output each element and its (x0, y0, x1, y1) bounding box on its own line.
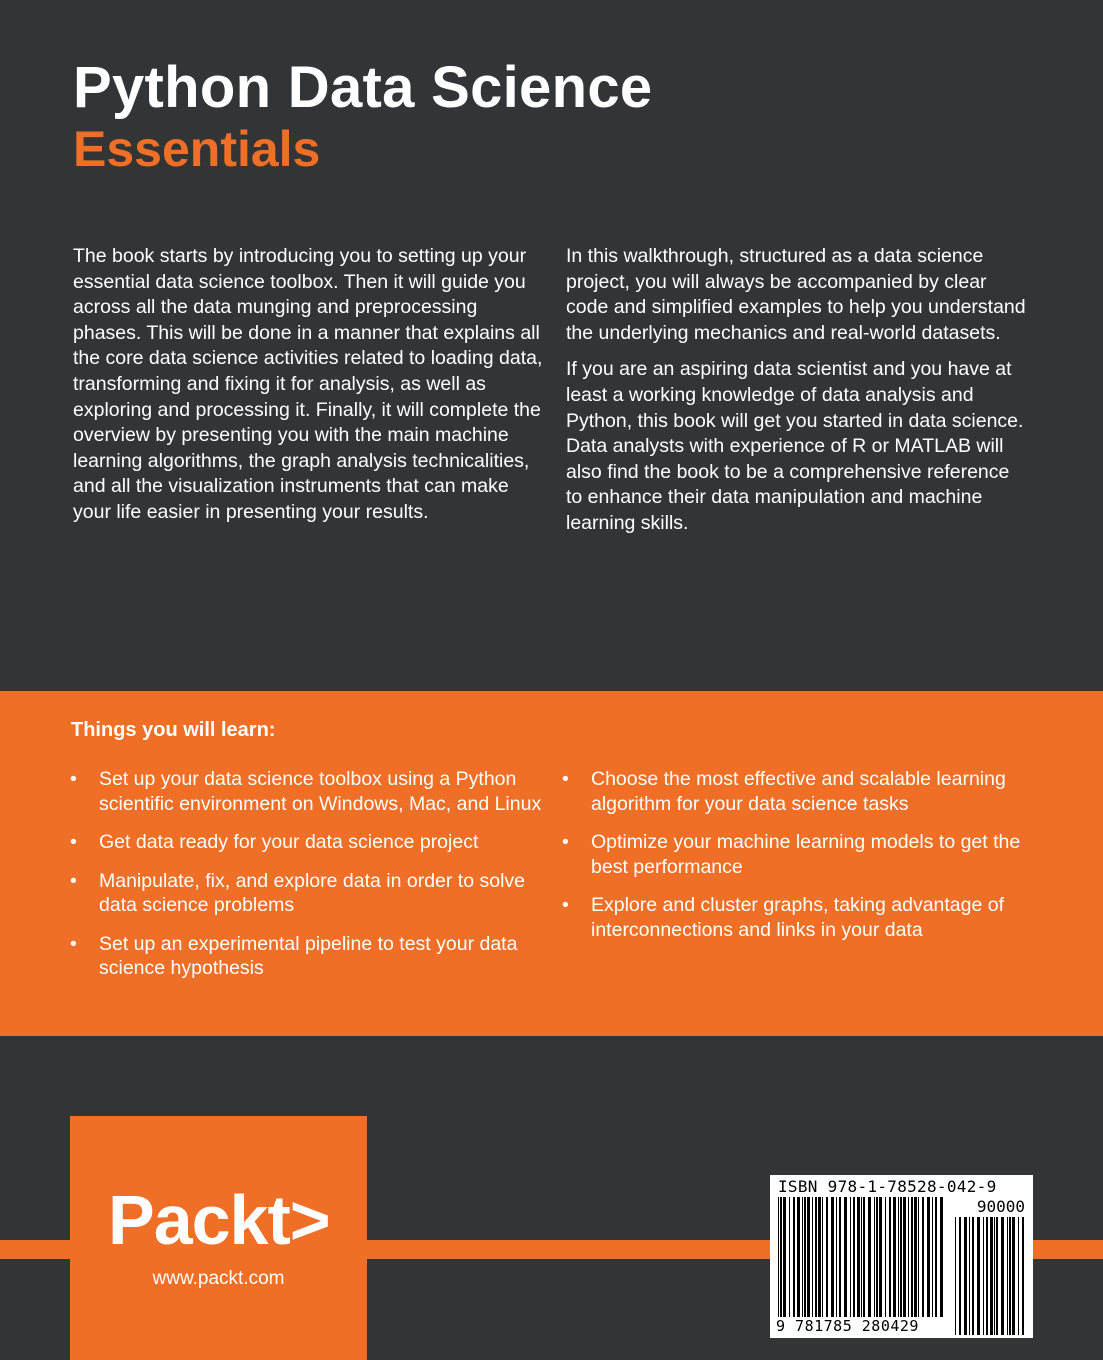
barcode-bar (955, 1217, 956, 1335)
barcode-bar (990, 1217, 993, 1335)
barcode-bar (836, 1197, 837, 1317)
description-paragraph: In this walkthrough, structured as a data science project, you will always be accompanied by clear code and simplified examples to help you understand the underlying mechanics and real-world datasets. (566, 245, 1026, 344)
description-right (566, 244, 1026, 548)
description-left (73, 244, 543, 537)
barcode-bar (927, 1197, 930, 1317)
barcode-bar (839, 1197, 841, 1317)
bullet-icon: • (70, 932, 77, 955)
barcode-bar (861, 1197, 862, 1317)
isbn-number: ISBN 978-1-78528-042-9 (778, 1177, 997, 1196)
learn-section (0, 691, 1103, 1036)
barcode-bar (797, 1197, 800, 1317)
barcode-bar (964, 1217, 967, 1335)
barcode-bar (986, 1217, 988, 1335)
barcode-bar (876, 1197, 878, 1317)
barcode-bar (914, 1197, 917, 1317)
barcode-bar (826, 1197, 828, 1317)
publisher-url[interactable]: www.packt.com (152, 1268, 285, 1289)
barcode-bar (807, 1197, 810, 1317)
barcode-bar (844, 1197, 847, 1317)
learn-item (562, 830, 1022, 879)
bullet-icon: • (562, 894, 569, 916)
title-sub: Essentials (73, 121, 321, 177)
learn-item (70, 869, 550, 918)
barcode-bar (857, 1197, 860, 1317)
barcode-bar (874, 1197, 875, 1317)
bullet-icon: • (562, 768, 569, 790)
learn-item (70, 932, 550, 981)
price-code: 90000 (976, 1197, 1025, 1216)
barcode-bar (918, 1197, 919, 1317)
barcode-bar (815, 1197, 817, 1317)
barcode-bar (822, 1197, 823, 1317)
barcode-bar (1009, 1217, 1011, 1335)
barcode-bar (932, 1197, 933, 1317)
barcode-bar (885, 1197, 886, 1317)
barcode-bar (911, 1197, 913, 1317)
barcode-bar (898, 1197, 899, 1317)
learn-item-text: Choose the most effective and scalable learning algorithm for your data science tasks (591, 768, 1006, 815)
barcode-bar (977, 1217, 980, 1335)
barcode-bar (893, 1197, 896, 1317)
barcode-bar (789, 1197, 790, 1317)
barcode-bar (1007, 1217, 1008, 1335)
barcode-bar (812, 1197, 813, 1317)
description-paragraph: The book starts by introducing you to setting up your essential data science toolbox. Then it will guide you across all the data munging and preprocessing phases. This will be done in a manner that explains all the core data science activities related to loading data, transforming and fixing it for analysis, as well as exploring and processing it. Finally, it will complete the overview by presenting you with the main machine learning algorithms, the graph analysis technicalities, and all the visualization instruments that can make your life easier in presenting your results. (73, 245, 543, 523)
barcode-bar (793, 1197, 795, 1317)
barcode-bar (972, 1217, 974, 1335)
barcode-bars-icon (778, 1197, 944, 1317)
barcode-bar (853, 1197, 855, 1317)
learn-list-right (562, 767, 1022, 956)
book-title (73, 56, 652, 178)
barcode-bar (903, 1197, 906, 1317)
learn-list-left (70, 767, 550, 995)
learn-item (70, 767, 550, 816)
barcode-bar (1001, 1217, 1004, 1335)
learn-item-text: Manipulate, fix, and explore data in order to solve data science problems (99, 869, 526, 916)
publisher-block (70, 1116, 367, 1360)
barcode-bar (863, 1197, 865, 1317)
bullet-icon: • (562, 831, 569, 853)
barcode-bar (1012, 1217, 1015, 1335)
barcode-bar (783, 1197, 786, 1317)
learn-item (562, 767, 1022, 816)
bullet-icon: • (70, 831, 77, 853)
description-paragraph: If you are an aspiring data scientist and you have at least a working knowledge of data analysis and Python, this book will get you started in data science. Data analysts with experience of R or MATLAB will also find the book to be a comprehensive reference to enhance their data manipulation and machine learning skills. (566, 358, 1024, 534)
barcode-bar (969, 1217, 970, 1335)
barcode-bar (889, 1197, 891, 1317)
learn-item-text: Explore and cluster graphs, taking advantage of interconnections and links in your data (591, 894, 1005, 941)
packt-logo: Packt> (108, 1181, 330, 1259)
barcode-bar (940, 1197, 943, 1317)
barcode-bar (1018, 1217, 1019, 1335)
learn-item-text: Set up an experimental pipeline to test your data science hypothesis (99, 932, 518, 979)
bullet-icon: • (70, 869, 77, 892)
learn-item (70, 830, 550, 855)
barcode-bar (983, 1217, 984, 1335)
isbn-barcode (770, 1175, 1033, 1338)
barcode-bar (778, 1197, 779, 1317)
learn-item (562, 893, 1022, 942)
barcode-bar (850, 1197, 851, 1317)
barcode-addon-bars-icon (955, 1217, 1025, 1335)
barcode-bar (935, 1197, 937, 1317)
barcode-bar (996, 1217, 998, 1335)
ean-number: 9 781785 280429 (776, 1317, 919, 1335)
barcode-bar (922, 1197, 924, 1317)
barcode-bar (1022, 1217, 1024, 1335)
barcode-bar (802, 1197, 803, 1317)
title-main: Python Data Science (73, 55, 653, 120)
learn-heading: Things you will learn: (71, 719, 276, 741)
barcode-bar (879, 1197, 882, 1317)
barcode-bar (900, 1197, 902, 1317)
learn-item-text: Get data ready for your data science project (99, 831, 479, 853)
learn-item-text: Optimize your machine learning models to get the best performance (591, 831, 1021, 878)
barcode-bar (818, 1197, 821, 1317)
barcode-bar (780, 1197, 782, 1317)
barcode-bar (868, 1197, 871, 1317)
barcode-bar (831, 1197, 834, 1317)
barcode-bar (959, 1217, 961, 1335)
bullet-icon: • (70, 768, 77, 790)
barcode-bar (994, 1217, 995, 1335)
barcode-bar (804, 1197, 806, 1317)
learn-item-text: Set up your data science toolbox using a Python scientific environment on Windows, Mac, and Linux (99, 768, 542, 815)
barcode-bar (908, 1197, 909, 1317)
